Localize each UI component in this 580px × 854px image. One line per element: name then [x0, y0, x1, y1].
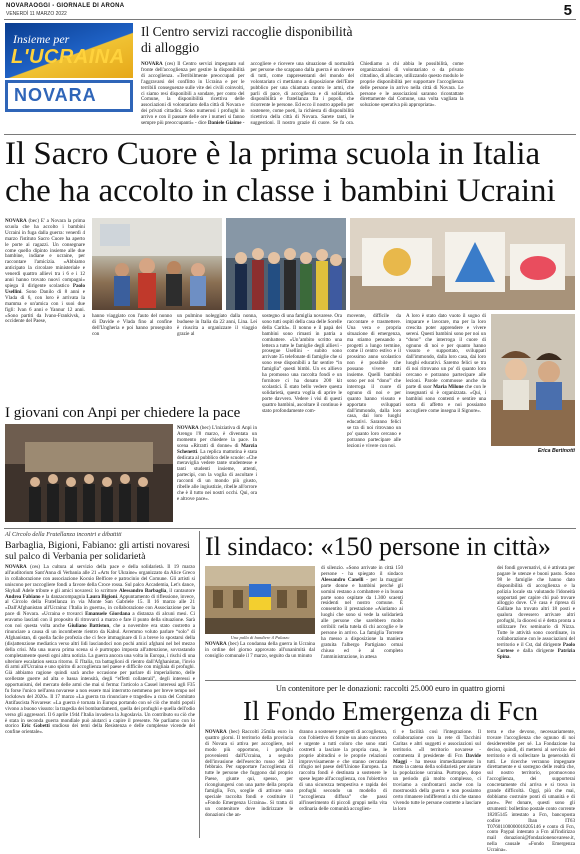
barbaglia-body: NOVARA (ces) La cultura al servizio della pace e della solidarietà. Il 19 marzo all'auditorium Sant'Anna di Verbania alle 21 «Arts for Ukraine» organizzato da Alice Greco in collaborazione con associazione Kocsio Belfiore e patrocinio del Comune. Gli artisti si uniscono per raccogliere fondi a favore della Croce rossa. Sul palco Accademia, Let's dance, Skyhall Adele tribute e gli amici novaresi: lo scrittore Alessandro Barbaglia, il cantautore Andrea Fabiano e la danzacompagnia Laura Bigioni. Appuntamento di riflessione, invece, al Circolo della Fratellanza in via Monte San Gabriele 15. Il 16 marzo alle 21 «Dall'Afghanistan all'Ucraina: l'Italia in guerra», in collaborazione con Associazione per la pace di Novara. «Ucraina e trovarci Emanuele Giordana a distanza di alcuni mesi. Ci eravamo lasciati con il proposito di ritrovarci a marzo e fare il punto della situazione. Sarà con noi questa volta anche Giuliano Battiston, che a novembre era stato costretto a rinunciare a causa di un incombente rientro da Kabul. Avremmo voluto parlare “solo” di Afghanistan, di quella facile profezia che ci fece immaginare di lì a breve lo spostarsi della (dis)attenzione mediatica verso altri lidi lasciandoci non pochi amici afghani nel bel mezzo della crisi. Ma una nuova prima scena si è purtroppo imposta all'attenzione, sovrastando completamente questi ogni altra notizia. La guerra ancora una volta in Europa, i rischi di una ulteriore escalation senza ritorno. E l'Italia, tra battaglioni di rientro dall'Afghanistan, l'invio di armi all'Ucraina e uno spirito di accoglienza nel paese e difficile con migliaia di profughi. Già abbiamo ragione quindi sarà anche occasione per parlare di imperialismo, delle scellerate guerre ad alta e bassa intensità, degli “effetti collaterali”, degli interessi e opportunismi, del mercato delle armi che mai si ferma: l'articolo a Cassel interessi agli F35 fu forse l'unico nell'area novarese a non essere mai interrotto nemmeno per breve tempo nel lockdown del 2020». Il 17 marzo «La guerra tra rinunciare e tragedie» a cura del Comitato Antifascista Novarese: «La guerra è tornata in Europa portando con sé ciò che molti popoli vivono a buono vissuto: la tragedia dei bombardamenti, quella dei profughi e quella dell'odio verso gli aggressori. Il 6 aprile 1944 l'Italia invadeva la Jugoslavia. Un contributo su ciò che è stata in seconda guerra mondiale può aiutarci a capire il presente. Ne parliamo con lo storico Eric Gobetti studioso dei temi della Resistenza e delle complesse vicende del confine orientale».: [5, 564, 195, 736]
banner-line2: L'UCRAINA: [11, 46, 125, 68]
barbaglia-title: Barbaglia, Bigioni, Fabiano: gli artisti novaresi sul palco di Verbania per solidarietà: [5, 540, 190, 563]
barbaglia-kicker: Al Circolo della Fratellanza incontri e dibattiti: [5, 531, 122, 538]
sindaco-col1: NOVARA (bec) La condanna della guerra in Ucraina in ordine del giorno approvato all'unanimità dal consiglio comunale il 7 marzo, seguito da un minuto: [205, 641, 315, 659]
centro-title: Il Centro servizi raccoglie disponibilità di alloggio: [141, 24, 353, 55]
fondo-kicker: Un contenitore per le donazioni: raccolti 25.000 euro in quattro giorni: [276, 684, 505, 693]
page-number: 5: [563, 2, 572, 19]
giovani-title: I giovani con Anpi per chiedere la pace: [5, 405, 241, 421]
photo-palazzo: [205, 566, 315, 634]
fondo-col1: NOVARA (bec) Raccolti 25mila euro in quattro giorni. Il territorio della provincia di Novara si attiva per accogliere, nel modo più opportuno, i profughi provenienti dall'Ucraina, a seguito dell'invasione dell'esercito russo del 24 febbraio. Per supportare l'accoglienza di tutte le persone che fuggono dal proprio Paese, giunte qui, spesso, per ricongiungersi con una parte della propria famiglia, Fcn, sceglie di attivare uno speciale raccolta fondi e costituire il «Fondo Emergenza Ucraina». Si tratta di un contenitore dove indirizzare le donazioni che an-: [205, 729, 293, 818]
sacro-col2: hanno viaggiato con l'auto del nonno di Davide e Vlada fino al confine dell'Ungheria e poi hanno proseguito con: [92, 313, 172, 337]
masthead-left: NOVARAOGGI - GIORNALE DI ARONA: [6, 3, 125, 9]
main-headline-line2: che ha accolto in classe i bambini Ucraini: [5, 173, 556, 209]
photo-gruppo: [226, 218, 346, 310]
masthead-date: VENERDÌ 11 MARZO 2022: [6, 11, 67, 17]
fondo-title: Il Fondo Emergenza di Fcn: [243, 696, 538, 726]
fondo-col2: dranno a sostenere progetti di accoglienza, con l'obiettivo di fornire un aiuto concreto e urgente a tutti coloro che sono stati costretti a lasciare la propria casa, le proprie abitudini e le proprie relazioni improvvisamente e che stanno cercando rifugio nel paese dell'Unione Europea. La raccolta fondi è destinata a sostenere le spese legate all'accoglienza, con l'obiettivo di una sicurezza tempestiva e rapida dei profughi secondo un modello di “accoglienza diffusa” che passi all'inserimento di piccoli gruppi nella vita ordinaria delle comunità accoglien-: [299, 729, 387, 812]
sacro-col4: sostegno di una famiglia novarese. Ora sono tutti ospiti della casa delle Sorelle della Carità». Il nonno e il papà dei bambini sono rimasti in patria a combattere. «Un’ambito scritto una lettera a tutte le famiglie degli allievi - prosegue Usellini - subito sono arrivate 35 telefonate di famiglie che si sono rese disponibili a far sentire “in famiglia” questi bimbi. Un ex allievo ha promosso una raccolta fondi e un fornitore ci ha donato 200 kit scolastici. È stato bello vedere questa solidarietà, questa voglia di aprire le porte davvero. Vedere i visi di questi quattro bambini, ascoltare il continuo è stato profondamente com-: [262, 313, 342, 414]
sacro-signature: Erica Bertinotti: [537, 448, 575, 454]
classroom-illustration: [92, 218, 222, 310]
sacro-col1: NOVARA (bec) E' a Novara la prima scuola che ha accolto i bambini Ucraini in fuga dalla guerra: venerdì 4 marzo l'istituto Sacro Cuore ha aperto le porte ai ragazzi. Un consegnare come quello dipinto insieme alle due bambine, indiane e ucraine, per raccontare l'amicizia. «Abbiamo anticipato la circolare ministeriale e venerdì quattro allievi tra i 6 e i 12 anni hanno trovato nuovi compagni» spiega il dirigente scolastico Paolo Usellini. Sono Danilo di 8 anni e Vlada di 6, con loro è arrivata la mamma e un'amica con i suoi due figli: Ivan 6 anni e Yannur 12 anni. «Sono partiti da Ivano-Frankivsk, a occidente del Paese,: [5, 218, 85, 325]
children-desk-illustration: [491, 314, 575, 446]
ucraina-banner: [5, 23, 133, 78]
palazzo-flag-illustration: [205, 566, 315, 634]
fondo-col4: terra e che devono, necessariamente, trovare l'accoglienza che ognuno di noi desidererebbe per sé. La Fondazione ha deciso, quindi, di mettersi al servizio del territorio e di sollecitare la generosità di tutti. Le ricerche verranno impegnate direttamente e si sostegno delle realtà che, sul nostro territorio, promuovono l'accoglienza, dei supporterai concretamente chi arriva e si trova in grande difficoltà. Oggi, più che mai, dobbiamo costruire ponti di umanità e di pace». Per donare, questi sono gli strumenti: bollettino postale conto corrente 18205145 intestato a Fcn, bancoposta codice Iban IT63 T07601100000018205146 e conto di Fcn, conto Paypal intestato a Fcn all'indirizzo mail donazioni@fondazionenovarese.it, nella causale «Fondo Emergenza Ucraina».: [487, 729, 575, 854]
section-label-novara: [5, 80, 133, 112]
sindaco-col3: dei fondi governativi, si è attivata per pagare le utenze e buoni pasto. Sono 98 le famiglie che hanno dato disponibilità di accoglienza e la polizia locale sta valutando l'idoneità sopportati per capire chi può trovare alloggio dove. C'è casa è ripresa di Galliate ha trovato altri 18 posti e qualora dovessero arrivare altri profughi, la diocesi si è detta pronta a utilizzare l'ex seminario di Nizza. Tutte le attività sono coordinate, in collaborazione con le associazioni del territorio e il Cst, dal dirigente Paolo Cortese e dalla dirigente Patrizia Spina.: [497, 565, 575, 660]
sacro-col5: movente, difficile da raccontare e trasmettere. Una vera e propria situazione di emergenza, ma stiamo pensando a progetti a lungo termine, come il centro estivo e il prossimo anno scolastico non è possibile che possano vivere tutti insieme. Quelli bambini sono per noi “dono” che interroga il cuore di ognuno di noi e per quanto hanno vissuto e apportato sviluppati dall'immondo, dalla loro casa, dai loro luoghi educativi. Saranno felici se tra di noi ritrovano un po' quanto loro cercano e potranno partecipare alle lezioni e vivere con noi.: [347, 313, 401, 449]
centro-body: NOVARA (ces) Il Centro servizi impegnato sul fronte dell'accoglienza per gestire la disponibilità di accoglienza. «Terribilmente preoccupati per l'aggravarsi del conflitto in Ucraina e per le terribili conseguenze sulle vite dei civili coinvolti, ci siamo resi disponibili a sondare, per conto del Comune, la disponibilità ricettiva delle associazioni di volontariato della città di Novara e dei privati cittadini. Sono numerosi i profughi in arrivo e con il passare delle ore i numeri si fanno sempre più preoccupanti» - dice Daniele Giaime - accogliere e ricevere una situazione di normalità per persone che scappano dalla guerra è un dovere di tutti, come rappresentanti del mondo del volontariato ci mettiamo a disposizione dell'Ente pubblico per una chiamata contro le armi, che parli di pace, di accoglienza e di solidarietà. disponibilità e fratellanza fra i popoli, che ricorrente le persone. Ed ecco il nostro appello per sostenere, come poeti, la richiesta di disponibilità ricettiva della città di Novara. Sarete tanti, le suggestioni. Il nostro grazie di cuore. Se fa ora. Chiediamo a chi abbia le possibilità, come organizzazioni di volontariato o da privato cittadino, di allocare, utilizzando questo modulo le proprie disponibilità per supportare l'accoglienza delle persone in arrivo nella città di Novara. Le persone e le associazioni saranno ricontattate direttamente dal Comune, una volta vagliata la soluzione operativa più appropriata».: [141, 61, 464, 127]
sindaco-col2: di silenzio. «Sono arrivate in città 150 persone - ha spiegato il sindaco Alessandro Canelli - per la maggior parte donne e bambini perché gli uomini restano a combattere e in buona parte sono ospitate da 1.300 scaenti residenti nel nostro comune. È consentito il prestazione «Aiutiamo ai luoghi che sono si vede la solidarietà alle persone che sarebbero molto orribili: nella tutela di chi accoglie e le persone in arrivo. La famiglia Torrente ha messo a disposizione la maniera gratuita l'albergo Partigiano ormai chiuso ed è al completo l'amministrazione, in attesa: [321, 565, 403, 660]
photo-anpi: [5, 424, 173, 522]
photo-bambini-classe: [92, 218, 222, 310]
anpi-stage-illustration: [5, 424, 173, 522]
photo-bambini-banco: [491, 314, 575, 446]
giovani-body: NOVARA (bec) L'iniziativa di Anpi in Arengo l'8 marzo, è diventata un momento per chiedere la pace. In scena «Ritratti di donne» di Marzia Schenetti. La replica mattutina è stata dedicata al pubblico delle scuole: «Che meraviglia vedere tante studentesse e tanti studenti insieme, attenti, partecipi, con la voglia di ascoltare i racconti di un mondo più giusto, ribelle alle ingiustizie, ribelle all'orrore che è il tutto nei nostri occhi. Qui, ora e altrove pace».: [177, 425, 257, 502]
section-label-text: NOVARA: [14, 85, 97, 105]
palazzo-caption: Una palla di bandiere il Palazzo: [230, 635, 290, 640]
group-illustration: [226, 218, 346, 310]
sacro-col6: A loro è stato dato vuoto il sogno di imparare e lavorare, ma per la loro crescita poter apprendere e vivere sereni. Questi bambini sono per noi un “dono” che interroga il cuore di ognuno di noi e per quanto hanno vissuto e supportato, sviluppati dall'immondo, dalla loro casa, dai loro luoghi educativi. Saremo felici se tra di noi ritrovano un po' di quanto loro cercano e potranno partecipare alle lezioni. Parole commosse anche da parte di suor Maria Milone che con le insegnanti si è organizzata. «Qui, i bambini sono contenti e sentire una sorta di affetto e noi possiamo accogliere come insegna il Signore».: [406, 313, 486, 414]
sacro-col3: un pulmino noleggiato dalla nonna, buduese in Italia da 22 anni, Lina. Lei è riuscita a organizzare il viaggio grazie al: [177, 313, 257, 337]
fondo-col3: ti e facilità così l'integrazione. Il collaborazione con la rete di Tacchini Caritas e altri soggetti e associazioni sul territorio. «Il territorio novarese - commenta il presidente di Fcn Davide Maggi - ha messo immediatamente in moto la catena della solidarietà per aiutare la popolazione ucraina. Purtroppo, dopo un periodo già molto complesso, ci troviamo a confrontarci anche con la mostruosità della guerra e non possiamo certo rimanere indifferenti a chi che stanno vivendo tutte le persone costrette a lasciare la loro: [393, 729, 481, 812]
sindaco-title: Il sindaco: «150 persone in città»: [205, 532, 551, 561]
banner-line1: Insieme per: [13, 32, 70, 46]
photo-disegno: [350, 218, 575, 310]
main-headline-line1: Il Sacro Cuore è la prima scuola in Italia: [5, 136, 541, 172]
drawing-illustration: [350, 218, 575, 310]
